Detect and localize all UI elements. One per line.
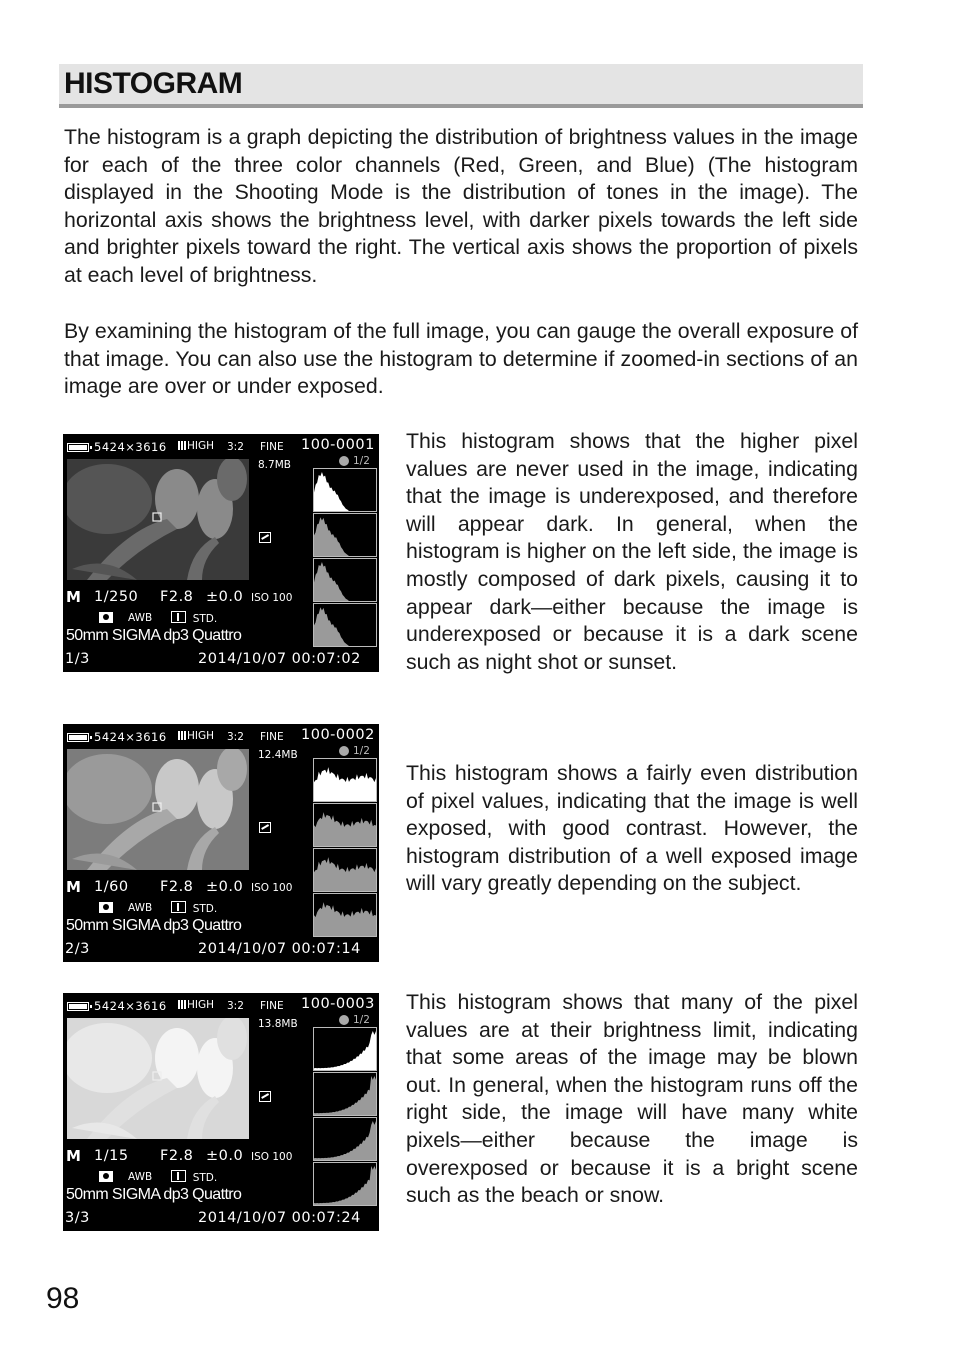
well-exposed-description: This histogram shows a fairly even distribution of pixel values, indicating that the image is well exposed, with good contrast. However, the histogram distribution of a well exposed image will vary greatly depending on the subject. bbox=[406, 761, 858, 896]
page-indicator: 1/2 bbox=[353, 455, 370, 467]
image-index: 1/3 bbox=[65, 651, 90, 667]
quality-icon bbox=[178, 731, 187, 740]
histogram-graph bbox=[314, 1028, 376, 1070]
quality-indicator bbox=[178, 730, 214, 742]
histogram-red bbox=[313, 1072, 377, 1116]
tulip-photo bbox=[67, 459, 249, 580]
histogram-green bbox=[313, 558, 377, 602]
histogram-luminance bbox=[313, 1027, 377, 1071]
battery-icon bbox=[67, 733, 89, 742]
camera-screen-underexposed bbox=[63, 434, 379, 672]
tulip-photo bbox=[67, 1018, 249, 1139]
color-mode bbox=[171, 901, 217, 915]
quality-icon bbox=[178, 441, 187, 450]
iso-value: ISO 100 bbox=[251, 882, 293, 894]
display-toggle-icon bbox=[259, 1091, 271, 1102]
color-mode-label: STD. bbox=[192, 1172, 218, 1184]
histogram-graph bbox=[314, 559, 376, 601]
quality-indicator bbox=[178, 440, 214, 452]
histogram-graph bbox=[314, 514, 376, 556]
display-toggle-icon bbox=[259, 822, 271, 833]
preview-photo bbox=[67, 1018, 249, 1139]
white-balance: AWB bbox=[128, 612, 153, 624]
quality-indicator bbox=[178, 999, 214, 1011]
file-number: 100-0003 bbox=[301, 996, 375, 1012]
quality-label: HIGH bbox=[187, 440, 215, 452]
histogram-luminance bbox=[313, 468, 377, 512]
page-indicator: 1/2 bbox=[353, 1014, 370, 1026]
quality-icon bbox=[178, 1000, 187, 1009]
capture-datetime: 2014/10/07 00:07:24 bbox=[198, 1210, 361, 1226]
histogram-graph bbox=[314, 849, 376, 891]
histogram-red bbox=[313, 803, 377, 847]
jpeg-quality: FINE bbox=[260, 441, 284, 453]
iso-value: ISO 100 bbox=[251, 1151, 293, 1163]
file-number: 100-0001 bbox=[301, 437, 375, 453]
file-size: 13.8MB bbox=[258, 1018, 298, 1030]
tulip-photo bbox=[67, 749, 249, 870]
aspect-ratio: 3:2 bbox=[227, 1000, 244, 1012]
preview-photo bbox=[67, 749, 249, 870]
quality-label: HIGH bbox=[187, 730, 215, 742]
preview-photo bbox=[67, 459, 249, 580]
battery-icon bbox=[67, 443, 89, 452]
exposure-mode: M bbox=[66, 588, 82, 606]
exposure-mode: M bbox=[66, 878, 82, 896]
histogram-graph bbox=[314, 804, 376, 846]
color-mode-icon bbox=[171, 901, 186, 913]
camera-screen-well-exposed bbox=[63, 724, 379, 962]
exposure-compensation: ±0.0 bbox=[206, 1148, 244, 1164]
shutter-speed: 1/15 bbox=[94, 1148, 129, 1164]
image-resolution: 5424×3616 bbox=[94, 440, 167, 454]
exposure-paragraph: By examining the histogram of the full image, you can gauge the overall exposure of that image. You can also use the histogram to determine if zoomed-in sections of an image are over or under exposed. bbox=[64, 319, 858, 398]
metering-icon bbox=[99, 1171, 113, 1182]
aperture-value: F2.8 bbox=[160, 879, 194, 895]
aperture-value: F2.8 bbox=[160, 1148, 194, 1164]
file-size: 12.4MB bbox=[258, 749, 298, 761]
display-toggle-icon bbox=[259, 532, 271, 543]
shutter-speed: 1/60 bbox=[94, 879, 129, 895]
exposure-mode: M bbox=[66, 1147, 82, 1165]
metering-icon bbox=[99, 612, 113, 623]
jpeg-quality: FINE bbox=[260, 1000, 284, 1012]
histogram-blue bbox=[313, 603, 377, 647]
histogram-graph bbox=[314, 1073, 376, 1115]
image-resolution: 5424×3616 bbox=[94, 730, 167, 744]
page-title: HISTOGRAM bbox=[64, 67, 243, 100]
lens-name: 50mm SIGMA dp3 Quattro bbox=[66, 917, 242, 934]
capture-datetime: 2014/10/07 00:07:14 bbox=[198, 941, 361, 957]
intro-paragraph: The histogram is a graph depicting the distribution of brightness values in the image for each of the three color channels (Red, Green, and Blue) (The histogram displayed in the Shooting Mode is the distribution of tones in the image). The horizontal axis shows the brightness level, with darker pixels towards the left side and brighter pixels toward the right. The vertical axis shows the proportion of pixels at each level of brightness. bbox=[64, 125, 858, 287]
aspect-ratio: 3:2 bbox=[227, 441, 244, 453]
lens-name: 50mm SIGMA dp3 Quattro bbox=[66, 1186, 242, 1203]
histogram-graph bbox=[314, 604, 376, 646]
page-number: 98 bbox=[46, 1282, 80, 1315]
exposure-compensation: ±0.0 bbox=[206, 589, 244, 605]
exposure-compensation: ±0.0 bbox=[206, 879, 244, 895]
file-number: 100-0002 bbox=[301, 727, 375, 743]
underexposed-description: This histogram shows that the higher pixel values are never used in the image, indicating that the image is underexposed, and therefore will appear dark. In general, when the histogram is higher on the left side, the image is mostly composed of dark pixels, causing it to appear dark—either because the image is underexposed or because it is a dark scene such as night shot or sunset. bbox=[406, 429, 858, 674]
battery-icon bbox=[67, 1002, 89, 1011]
histogram-blue bbox=[313, 893, 377, 937]
color-mode-label: STD. bbox=[192, 903, 218, 915]
aspect-ratio: 3:2 bbox=[227, 731, 244, 743]
image-index: 2/3 bbox=[65, 941, 90, 957]
jpeg-quality: FINE bbox=[260, 731, 284, 743]
section-header bbox=[59, 64, 863, 108]
shutter-speed: 1/250 bbox=[94, 589, 139, 605]
histogram-blue bbox=[313, 1162, 377, 1206]
histogram-red bbox=[313, 513, 377, 557]
histogram-green bbox=[313, 848, 377, 892]
histogram-luminance bbox=[313, 758, 377, 802]
color-mode-icon bbox=[171, 1170, 186, 1182]
file-size: 8.7MB bbox=[258, 459, 291, 471]
color-mode bbox=[171, 611, 217, 625]
overexposed-description: This histogram shows that many of the pixel values are at their brightness limit, indicating that some areas of the image may be blown out. In general, when the histogram runs off the right side, the image will have many white pixels—either because the image is overexposed or because it is a bright scene such as the beach or snow. bbox=[406, 990, 858, 1208]
white-balance: AWB bbox=[128, 1171, 153, 1183]
protect-icon bbox=[339, 746, 349, 756]
protect-icon bbox=[339, 456, 349, 466]
iso-value: ISO 100 bbox=[251, 592, 293, 604]
color-mode-label: STD. bbox=[192, 613, 218, 625]
histogram-graph bbox=[314, 759, 376, 801]
camera-screen-overexposed bbox=[63, 993, 379, 1231]
metering-icon bbox=[99, 902, 113, 913]
image-resolution: 5424×3616 bbox=[94, 999, 167, 1013]
protect-icon bbox=[339, 1015, 349, 1025]
color-mode bbox=[171, 1170, 217, 1184]
histogram-graph bbox=[314, 469, 376, 511]
quality-label: HIGH bbox=[187, 999, 215, 1011]
color-mode-icon bbox=[171, 611, 186, 623]
histogram-graph bbox=[314, 894, 376, 936]
page-indicator: 1/2 bbox=[353, 745, 370, 757]
aperture-value: F2.8 bbox=[160, 589, 194, 605]
histogram-green bbox=[313, 1117, 377, 1161]
histogram-graph bbox=[314, 1163, 376, 1205]
capture-datetime: 2014/10/07 00:07:02 bbox=[198, 651, 361, 667]
white-balance: AWB bbox=[128, 902, 153, 914]
image-index: 3/3 bbox=[65, 1210, 90, 1226]
histogram-graph bbox=[314, 1118, 376, 1160]
lens-name: 50mm SIGMA dp3 Quattro bbox=[66, 627, 242, 644]
